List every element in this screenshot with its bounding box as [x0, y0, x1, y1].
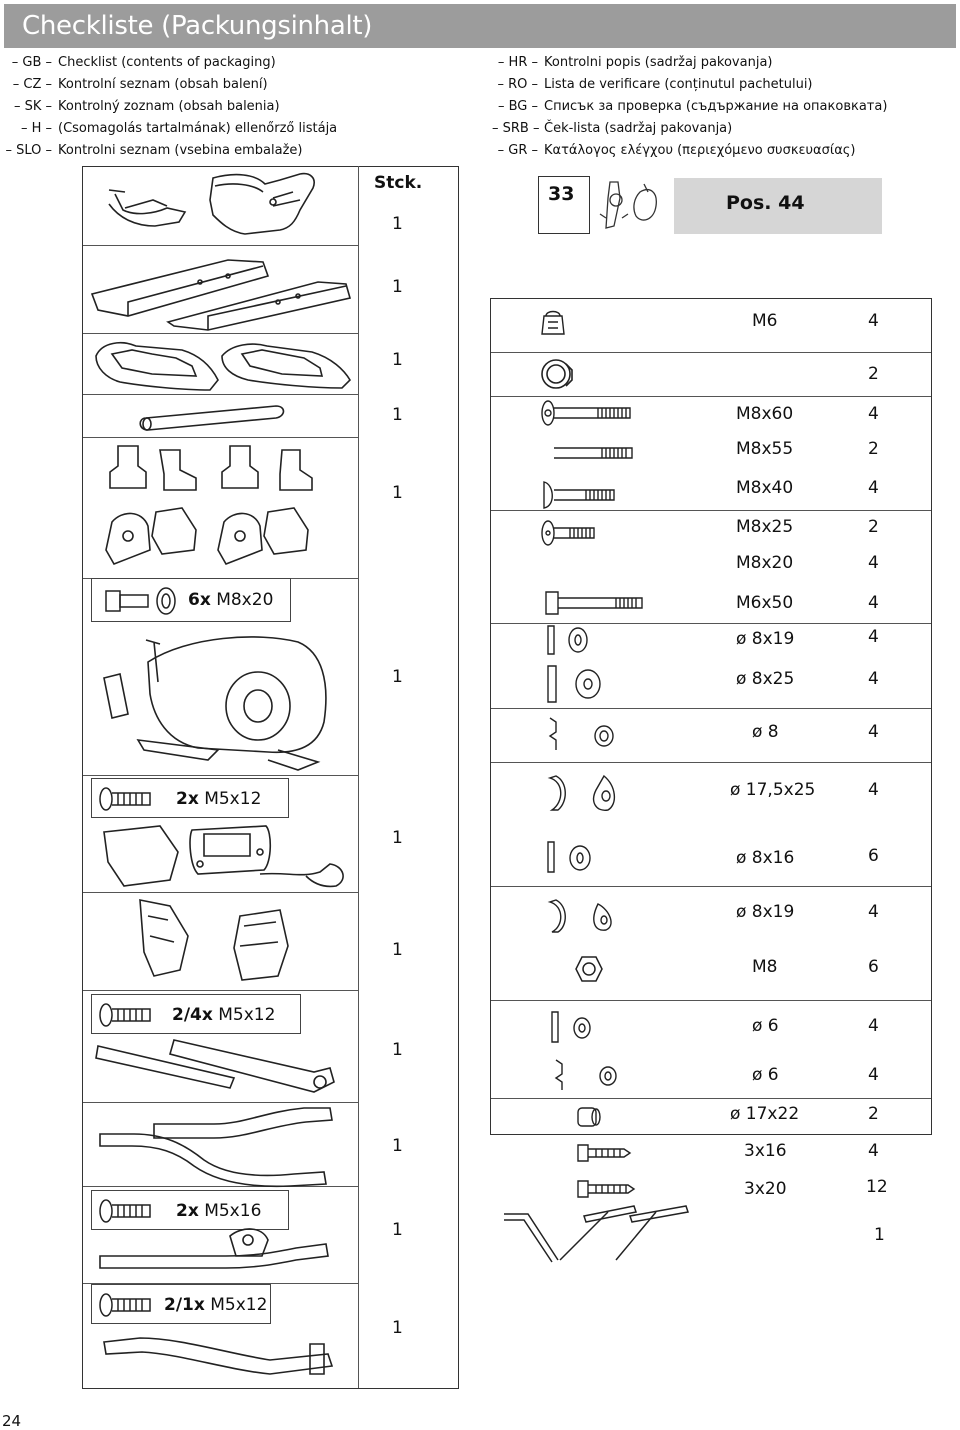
callout-count: 6x [188, 590, 211, 610]
washer-icon [546, 624, 592, 656]
parts-row-border [83, 1102, 358, 1103]
hardware-size: M8x25 [736, 517, 794, 537]
seat-post-drawing [96, 1226, 350, 1282]
main-frame-drawing [98, 622, 338, 772]
washer-small-icon [550, 1010, 596, 1046]
language-text: Checklist (contents of packaging) [58, 55, 276, 70]
bag-number: 33 [548, 183, 575, 205]
language-row [0, 140, 337, 162]
covers-drawing [130, 896, 300, 988]
hardware-qty: 4 [868, 627, 879, 647]
screw-icon [98, 1197, 158, 1225]
hex-bolt-long-icon [540, 398, 636, 428]
language-code: – HR – [497, 55, 538, 70]
callout-count: 2/1x [164, 1295, 205, 1315]
part-quantity: 1 [392, 350, 403, 370]
language-row [492, 96, 887, 118]
spring-washer-small-icon [550, 1058, 620, 1092]
part-quantity: 1 [392, 940, 403, 960]
language-text: Kontrolni popis (sadržaj pakovanja) [544, 55, 773, 70]
hardware-qty: 4 [868, 1065, 879, 1085]
hardware-qty: 2 [868, 1104, 879, 1124]
cap-nut-icon [538, 308, 568, 342]
callout-size: M5x12 [210, 1295, 268, 1315]
hardware-callout [91, 778, 289, 818]
parts-row-border [83, 394, 358, 395]
hardware-row-border [491, 396, 931, 397]
language-code: – SK – [13, 99, 52, 114]
hardware-size: ø 17,5x25 [730, 780, 816, 800]
hardware-size: M6 [752, 311, 778, 331]
language-code: – SRB – [492, 121, 540, 136]
language-list-left [0, 52, 337, 162]
hardware-qty: 2 [868, 517, 879, 537]
part-quantity: 1 [392, 1220, 403, 1240]
screw-small-icon [576, 1178, 636, 1200]
language-code: – GB – [11, 55, 52, 70]
parts-row-border [83, 892, 358, 893]
callout-count: 2x [176, 789, 199, 809]
parts-row-border [83, 437, 358, 438]
hardware-callout [91, 994, 301, 1034]
language-code: – CZ – [12, 77, 52, 92]
hardware-qty: 4 [868, 669, 879, 689]
hardware-qty: 6 [868, 846, 879, 866]
language-text: Kontrolni seznam (vsebina embalaže) [58, 143, 303, 158]
part-quantity: 1 [392, 214, 403, 234]
language-text: Ček-lista (sadržaj pakovanja) [544, 121, 733, 136]
hex-bolt-short-icon [540, 518, 600, 548]
part-quantity: 1 [392, 828, 403, 848]
pos-label-box [674, 178, 882, 234]
hardware-qty: 4 [868, 311, 879, 331]
screw-icon [98, 1291, 158, 1319]
part-quantity: 1 [392, 1040, 403, 1060]
handle-bars-drawing [94, 1104, 346, 1184]
hex-bolt-icon [540, 440, 636, 468]
hardware-size: M6x50 [736, 593, 794, 613]
hardware-qty: 4 [868, 1016, 879, 1036]
hardware-qty: 2 [868, 439, 879, 459]
hardware-qty: 2 [868, 364, 879, 384]
hardware-size: M8x55 [736, 439, 794, 459]
hardware-size: ø 17x22 [730, 1104, 800, 1124]
language-row [0, 118, 337, 140]
part-quantity: 1 [392, 277, 403, 297]
language-row [0, 74, 337, 96]
spring-washer-icon [546, 716, 616, 752]
washer-large-icon [546, 664, 606, 706]
language-row [492, 74, 887, 96]
rear-stabilizer-drawing [88, 252, 353, 330]
pedal-arms-drawing [94, 1036, 346, 1100]
language-code: – GR – [497, 143, 538, 158]
pedal-covers-drawing [92, 336, 354, 394]
callout-size: M5x12 [204, 789, 262, 809]
callout-count: 2/4x [172, 1005, 213, 1025]
hardware-qty: 4 [868, 1141, 879, 1161]
page-title: Checkliste (Packungsinhalt) [22, 11, 373, 41]
parts-row-border [83, 333, 358, 334]
parts-row-border [83, 1186, 358, 1187]
hardware-size: ø 8 [752, 722, 779, 742]
hardware-qty: 6 [868, 957, 879, 977]
language-row [492, 52, 887, 74]
curved-washer-icon [546, 772, 618, 814]
hardware-row-border [491, 886, 931, 887]
screw-small-icon [576, 1142, 632, 1164]
quantity-column-header: Stck. [374, 173, 423, 193]
console-drawing [100, 822, 352, 890]
language-row [492, 140, 887, 162]
bag-number-tag [538, 176, 590, 234]
page-header [4, 4, 956, 48]
hex-nut-icon [574, 954, 604, 984]
bolt-washer-icon [104, 585, 184, 617]
allen-wrench-icon [500, 1200, 700, 1264]
hardware-size: M8x20 [736, 553, 794, 573]
hardware-size: 3x20 [744, 1179, 787, 1199]
hardware-bag-icon [596, 178, 666, 236]
language-text: Списък за проверка (съдържание на опаковката) [544, 99, 888, 114]
end-cap-icon [540, 356, 574, 392]
carriage-bolt-icon [540, 478, 620, 512]
part-quantity: 1 [392, 483, 403, 503]
hardware-size: ø 6 [752, 1016, 779, 1036]
hardware-row-border [491, 1000, 931, 1001]
hardware-row-border [491, 352, 931, 353]
hardware-callout [91, 1190, 289, 1230]
callout-count: 2x [176, 1201, 199, 1221]
language-text: (Csomagolás tartalmának) ellenőrző listája [58, 121, 338, 136]
pos-label: Pos. 44 [726, 192, 805, 214]
part-quantity: 1 [392, 667, 403, 687]
parts-table-divider [358, 166, 359, 1388]
hardware-row-border [491, 762, 931, 763]
part-quantity: 1 [392, 1136, 403, 1156]
curved-washer-icon [546, 896, 618, 936]
callout-size: M5x12 [218, 1005, 276, 1025]
hardware-qty: 12 [866, 1177, 888, 1197]
screw-icon [98, 785, 158, 813]
hardware-qty: 4 [868, 404, 879, 424]
hardware-size: ø 6 [752, 1065, 779, 1085]
language-text: Lista de verificare (conținutul pachetului) [544, 77, 813, 92]
handlebar-drawing [95, 170, 350, 242]
hardware-size: 3x16 [744, 1141, 787, 1161]
screw-icon [98, 1001, 158, 1029]
washer-icon [546, 840, 592, 876]
hardware-qty: 1 [874, 1225, 885, 1245]
language-code: – H – [20, 121, 52, 136]
callout-size: M5x16 [204, 1201, 262, 1221]
language-text: Kontrolný zoznam (obsah balenia) [58, 99, 280, 114]
language-code: – BG – [497, 99, 538, 114]
parts-row-border [83, 990, 358, 991]
brackets-drawing [102, 440, 322, 576]
hardware-size: ø 8x19 [736, 902, 795, 922]
parts-row-border [83, 245, 358, 246]
language-text: Kontrolní seznam (obsah balení) [58, 77, 268, 92]
parts-row-border [83, 775, 358, 776]
page-number: 24 [2, 1412, 22, 1430]
hardware-size: ø 8x25 [736, 669, 795, 689]
language-code: – SLO – [5, 143, 52, 158]
hardware-qty: 4 [868, 478, 879, 498]
hex-bolt-m6-icon [544, 588, 648, 618]
hardware-callout [91, 578, 291, 622]
language-row [492, 118, 887, 140]
hardware-callout [91, 1284, 271, 1324]
language-text: Κατάλογος ελέγχου (περιεχόμενο συσκευασίας) [544, 143, 856, 158]
hardware-qty: 4 [868, 553, 879, 573]
hardware-qty: 4 [868, 722, 879, 742]
seat-rail-drawing [100, 1324, 350, 1384]
hardware-qty: 4 [868, 593, 879, 613]
hardware-size: M8 [752, 957, 778, 977]
part-quantity: 1 [392, 405, 403, 425]
hardware-qty: 4 [868, 780, 879, 800]
hardware-row-border [491, 708, 931, 709]
language-row [0, 96, 337, 118]
hardware-size: M8x40 [736, 478, 794, 498]
part-quantity: 1 [392, 1318, 403, 1338]
hardware-size: ø 8x19 [736, 629, 795, 649]
sleeve-icon [576, 1104, 602, 1130]
tube-drawing [140, 400, 290, 434]
language-row [0, 52, 337, 74]
language-list-right [492, 52, 887, 162]
hardware-size: ø 8x16 [736, 848, 795, 868]
callout-size: M8x20 [216, 590, 274, 610]
hardware-row-border [491, 1098, 931, 1099]
hardware-qty: 4 [868, 902, 879, 922]
language-code: – RO – [497, 77, 538, 92]
hardware-size: M8x60 [736, 404, 794, 424]
